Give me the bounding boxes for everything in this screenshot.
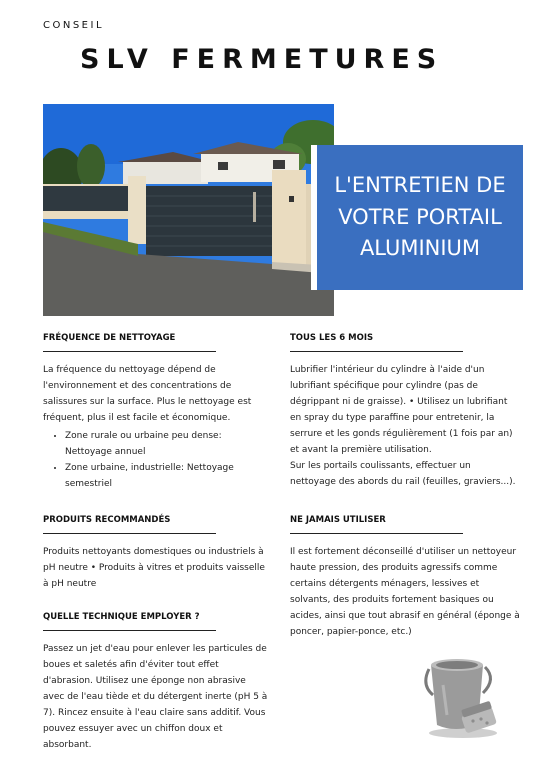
section-frequence xyxy=(43,333,263,492)
section-title-technique: QUELLE TECHNIQUE EMPLOYER ? xyxy=(43,612,216,631)
section-title-six-mois: TOUS LES 6 MOIS xyxy=(290,333,463,352)
six-mois-text-rail: Sur les portails coulissants, effectuer un nettoyage des abords du rail (feuilles, graviers...). xyxy=(290,461,516,487)
header-kicker: CONSEIL xyxy=(43,20,105,31)
jamais-text: Il est fortement déconseillé d'utiliser un nettoyeur haute pression, des produits agressifs comme certains détergents ménagers, lessives et solvants, des produits fortement basiques ou acides, ainsi que tout abrasif en général (éponge à poncer, papier-ponce, etc.) xyxy=(290,547,520,637)
frequence-list xyxy=(43,428,263,492)
brand-title: SLV FERMETURES xyxy=(80,44,444,75)
section-six-mois xyxy=(290,333,518,490)
frequence-text: La fréquence du nettoyage dépend de l'environnement et des concentrations de salissures sur la surface. Plus le nettoyage est fréquent, plus il est facile et économique. xyxy=(43,365,252,423)
list-item: • Zone urbaine, industrielle: Nettoyage semestriel xyxy=(65,460,263,492)
gate-photo xyxy=(43,104,334,316)
page-title: L'ENTRETIEN DE VOTRE PORTAIL ALUMINIUM xyxy=(334,173,506,261)
title-box xyxy=(317,145,523,290)
list-item: • Zone rurale ou urbaine peu dense: Nettoyage annuel xyxy=(65,428,263,460)
technique-text: Passez un jet d'eau pour enlever les particules de boues et saletés afin d'éviter tout effet d'abrasion. Utilisez une éponge non abrasive avec de l'eau tiède et du détergent inerte (pH 5 à 7). Rincez ensuite à l'eau claire sans additif. Vous pouvez essuyer avec un chiffon doux et absorbant. xyxy=(43,644,268,750)
section-title-produits: PRODUITS RECOMMANDÉS xyxy=(43,515,216,534)
six-mois-text: Lubrifier l'intérieur du cylindre à l'aide d'un lubrifiant spécifique pour cylindre (pas de dégrippant ni de graisse). • Utilisez un lubrifiant en spray du type paraffine pour entretenir, la serrure et les gonds régulièrement (1 fois par an) et avant la première utilisation. xyxy=(290,365,513,455)
bucket-sponge-icon xyxy=(423,655,501,740)
produits-text: Produits nettoyants domestiques ou industriels à pH neutre • Produits à vitres et produits vaisselle à pH neutre xyxy=(43,547,265,589)
section-produits xyxy=(43,515,268,592)
section-technique xyxy=(43,612,268,753)
section-title-jamais: NE JAMAIS UTILISER xyxy=(290,515,463,534)
section-jamais xyxy=(290,515,520,640)
section-title-frequence: FRÉQUENCE DE NETTOYAGE xyxy=(43,333,216,352)
